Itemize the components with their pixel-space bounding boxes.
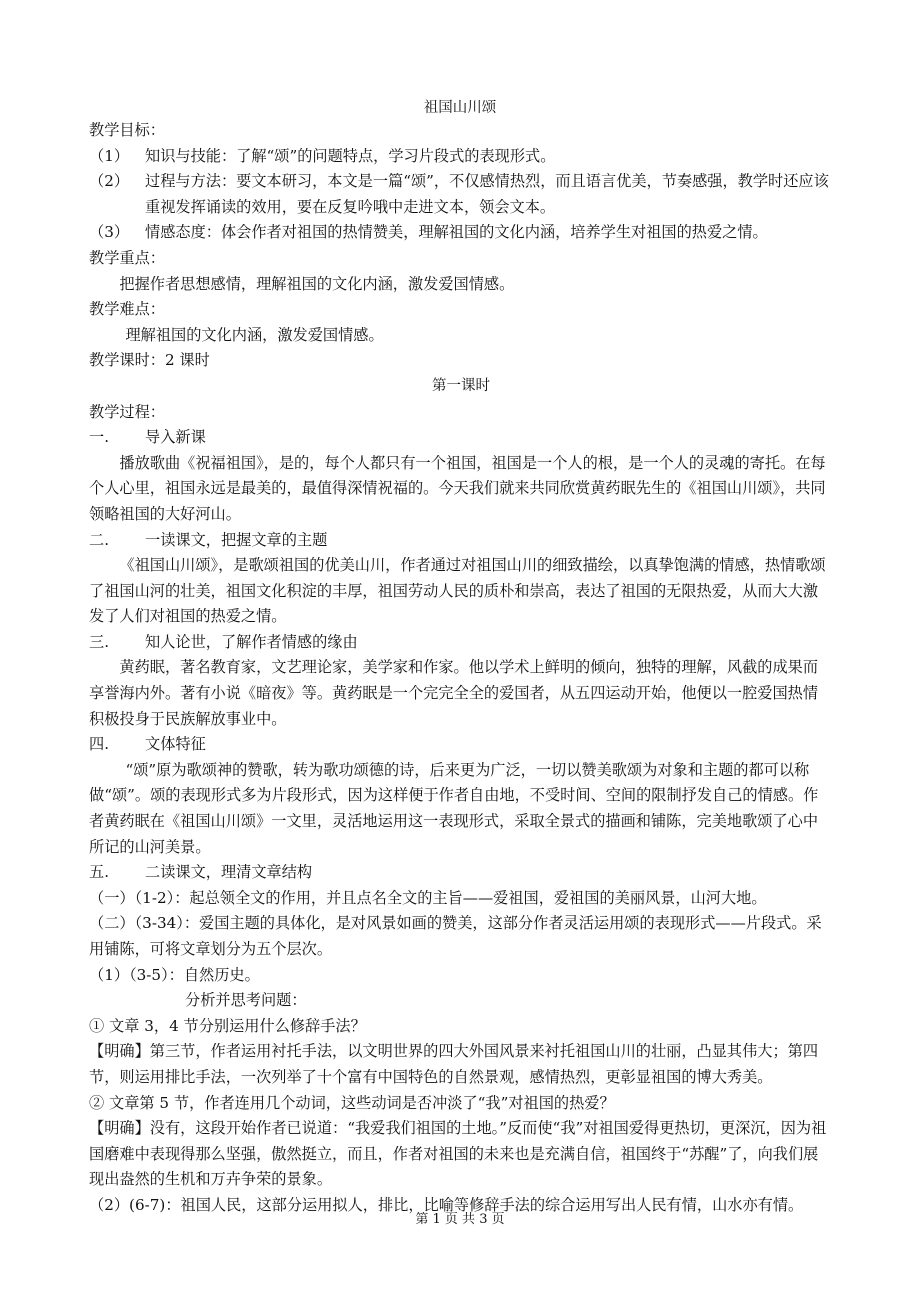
lesson-title: 第一课时 xyxy=(432,377,490,394)
objective-item xyxy=(89,144,833,170)
objectives-heading: 教学目标： xyxy=(89,121,165,139)
section-heading xyxy=(89,528,833,554)
section-number: 五. xyxy=(89,863,110,882)
hours-line: 教学课时：2 课时 xyxy=(89,351,210,370)
objective-number: （2） xyxy=(89,172,130,191)
structure-line: （二）（3-34）：爱国主题的具体化，是对风景如画的赞美，这部分作者灵活运用颂的表现形式——片段式。采用铺陈，可将文章划分为五个层次。 xyxy=(89,914,822,958)
section-number: 三. xyxy=(89,632,110,651)
process-heading: 教学过程： xyxy=(89,402,165,421)
page-footer: 第 1 页 共 3 页 xyxy=(415,1212,505,1227)
section-heading xyxy=(89,630,833,656)
question-2: ② 文章第 5 节，作者连用几个动词，这些动词是否冲淡了“我”对祖国的热爱？ xyxy=(89,1093,615,1112)
section-title: 导入新课 xyxy=(145,428,206,447)
objective-item xyxy=(89,220,833,246)
answer-1: 【明确】第三节，作者运用衬托手法，以文明世界的四大外国风景来衬托祖国山川的壮丽，凸显其伟大；第四节，则运用排比手法，一次列举了十个富有中国特色的自然景观，感情热烈，更彰显祖国的博大秀美。 xyxy=(89,1042,818,1086)
answer-2: 【明确】没有，这段开始作者已说道：“我爱我们祖国的土地。”反而使“我”对祖国爱得更热切，更深沉，因为祖国磨难中表现得那么坚强，傲然挺立，而且，作者对祖国的未来也是充满自信，祖国终于“苏醒”了，向我们展现出盎然的生机和万卉争荣的景象。 xyxy=(89,1119,827,1189)
section-number: 一. xyxy=(89,428,110,447)
objective-text: 知识与技能：了解“颂”的问题特点，学习片段式的表现形式。 xyxy=(145,146,556,165)
section-body: 《祖国山川颂》，是歌颂祖国的优美山川，作者通过对祖国山川的细致描绘，以真挚饱满的情感，热情歌颂了祖国山河的壮美，祖国文化积淀的丰厚，祖国劳动人民的质朴和崇高，表达了祖国的无限热爱，从而大大激发了人们对祖国的热爱之情。 xyxy=(89,556,826,626)
question-1: ① 文章 3，4 节分别运用什么修辞手法？ xyxy=(89,1016,366,1035)
key-heading: 教学重点： xyxy=(89,248,165,267)
document-title: 祖国山川颂 xyxy=(423,100,497,116)
objective-item xyxy=(89,169,833,220)
objective-number: （3） xyxy=(89,223,130,242)
part-2-line: （2）(6-7)：祖国人民，这部分运用拟人，排比，比喻等修辞手法的综合运用写出人民有情，山水亦有情。 xyxy=(89,1195,804,1214)
objective-text: 情感态度：体会作者对祖国的热情赞美，理解祖国的文化内涵，培养学生对祖国的热爱之情。 xyxy=(145,223,768,242)
section-heading xyxy=(89,425,833,451)
section-title: 文体特征 xyxy=(145,735,206,754)
section-number: 二. xyxy=(89,530,110,549)
document-body xyxy=(89,118,833,1219)
section-title: 知人论世，了解作者情感的缘由 xyxy=(145,632,358,651)
section-title: 二读课文，理清文章结构 xyxy=(145,863,313,882)
key-text: 把握作者思想感情，理解祖国的文化内涵，激发爱国情感。 xyxy=(119,274,515,293)
section-body: “颂”原为歌颂神的赞歌，转为歌功颂德的诗，后来更为广泛，一切以赞美歌颂为对象和主题的都可以称做“颂”。颂的表现形式多为片段形式，因为这样便于作者自由地，不受时间、空间的限制抒发自己的情感。作者黄药眠在《祖国山川颂》一文里，灵活地运用这一表现形式，采取全景式的描画和铺陈，完美地歌颂了心中所记的山河美景。 xyxy=(89,760,819,856)
section-heading xyxy=(89,860,833,886)
analysis-prompt: 分析并思考问题： xyxy=(185,991,307,1010)
difficulty-text: 理解祖国的文化内涵，激发爱国情感。 xyxy=(125,325,384,344)
section-title: 一读课文，把握文章的主题 xyxy=(145,530,328,549)
structure-line: （一）（1-2）：起总领全文的作用，并且点名全文的主旨——爱祖国，爱祖国的美丽风景，山河大地。 xyxy=(89,888,767,907)
objective-text: 过程与方法：要文本研习，本文是一篇“颂”，不仅感情热烈，而且语言优美，节奏感强，教学时还应该重视发挥诵读的效用，要在反复吟哦中走进文本，领会文本。 xyxy=(145,172,829,216)
section-body: 播放歌曲《祝福祖国》，是的，每个人都只有一个祖国，祖国是一个人的根，是一个人的灵魂的寄托。在每个人心里，祖国永远是最美的，最值得深情祝福的。今天我们就来共同欣赏黄药眠先生的《祖国山川颂》，共同领略祖国的大好河山。 xyxy=(89,453,826,523)
section-number: 四. xyxy=(89,735,110,754)
structure-line: （1）（3-5）：自然历史。 xyxy=(89,965,260,984)
section-body: 黄药眠，著名教育家，文艺理论家，美学家和作家。他以学术上鲜明的倾向，独特的理解，风截的成果而享誉海内外。著有小说《暗夜》等。黄药眠是一个完完全全的爱国者，从五四运动开始，他便以一腔爱国热情积极投身于民族解放事业中。 xyxy=(89,658,819,728)
section-heading xyxy=(89,732,833,758)
difficulty-heading: 教学难点： xyxy=(89,300,165,319)
objective-number: （1） xyxy=(89,146,130,165)
